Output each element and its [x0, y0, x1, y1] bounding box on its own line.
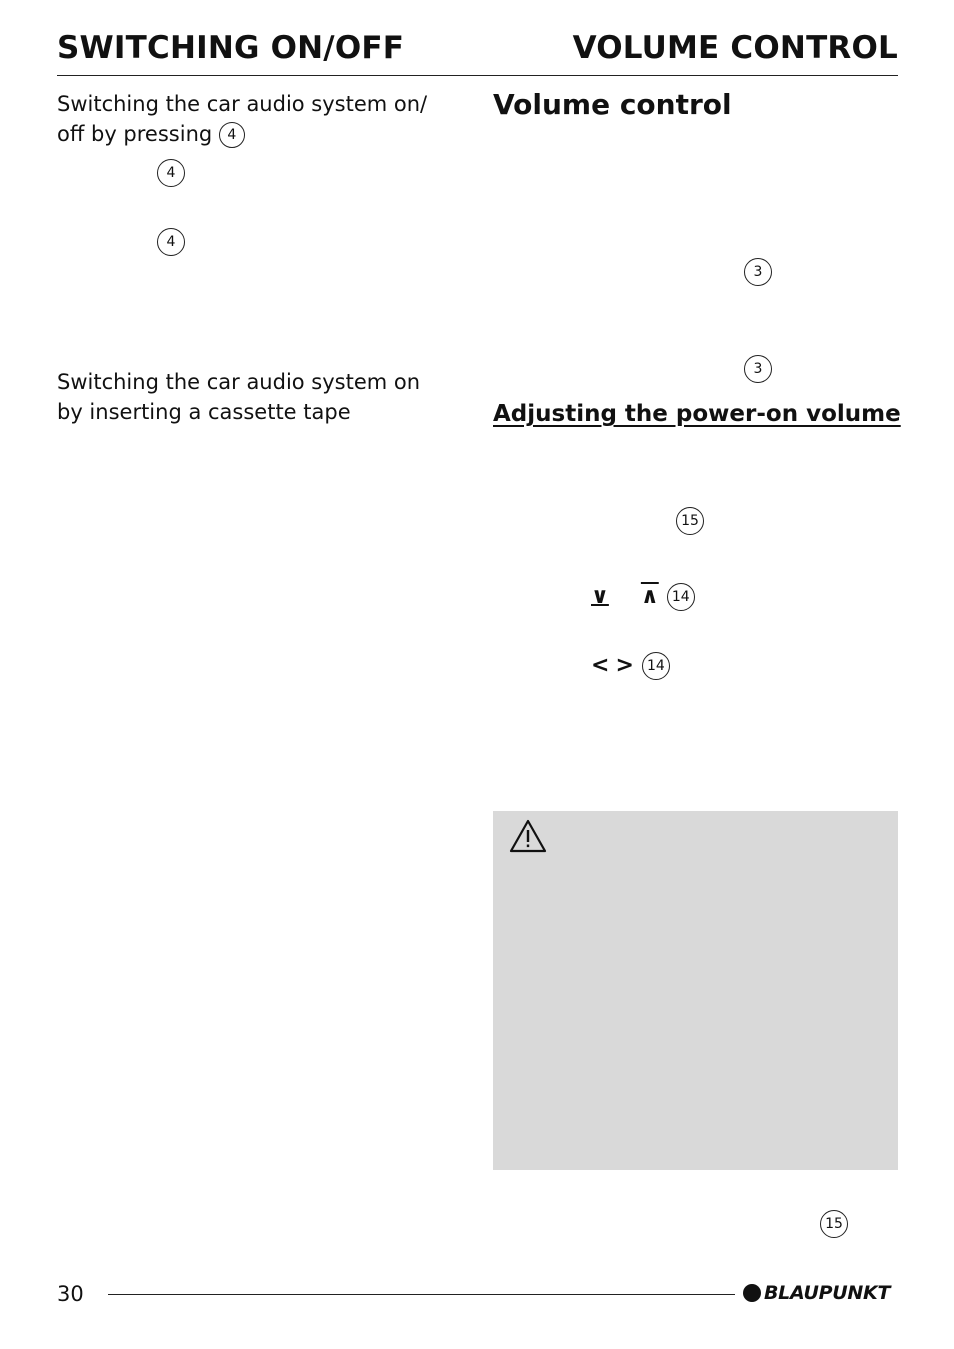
power-on-volume-heading: Adjusting the power-on volume	[493, 401, 901, 427]
cassette-switch-on-heading-line1: Switching the car audio system on	[57, 370, 421, 394]
volume-control-heading: Volume control	[493, 88, 732, 121]
brand-dot-icon	[743, 1284, 761, 1302]
cassette-switch-on-heading	[57, 367, 467, 427]
switch-on-off-heading-text: off by pressing	[57, 122, 213, 146]
switch-on-off-heading-line2	[57, 119, 467, 149]
ref-circle-4: 4	[157, 159, 185, 187]
header-left-title: SWITCHING ON/OFF	[57, 30, 405, 66]
footer-divider	[108, 1294, 735, 1295]
down-up-arrows-row	[591, 583, 695, 611]
left-right-arrows-row	[591, 652, 670, 680]
switch-on-off-heading	[57, 89, 467, 149]
ref-circle-3: 3	[744, 355, 772, 383]
ref-circle-4: 4	[157, 228, 185, 256]
page-number: 30	[57, 1282, 84, 1306]
ref-circle-4: 4	[219, 122, 245, 148]
ref-circle-15: 15	[820, 1210, 848, 1238]
ref-circle-14: 14	[642, 652, 670, 680]
ref-circle-3: 3	[744, 258, 772, 286]
right-arrow-icon: >	[615, 653, 634, 678]
cassette-switch-on-heading-line2: by inserting a cassette tape	[57, 400, 351, 424]
ref-circle-14: 14	[667, 583, 695, 611]
safety-note-box	[493, 811, 898, 1170]
switch-on-off-heading-line1: Switching the car audio system on/	[57, 92, 428, 116]
up-arrow-icon: ∧	[640, 584, 659, 609]
ref-circle-15: 15	[676, 507, 704, 535]
header-divider	[57, 75, 898, 76]
down-arrow-icon: ∨	[591, 584, 609, 609]
warning-triangle-icon	[509, 819, 547, 853]
brand-name: BLAUPUNKT	[764, 1282, 891, 1304]
brand-logo	[743, 1282, 890, 1304]
header-right-title: VOLUME CONTROL	[572, 30, 898, 66]
left-arrow-icon: <	[591, 653, 610, 678]
